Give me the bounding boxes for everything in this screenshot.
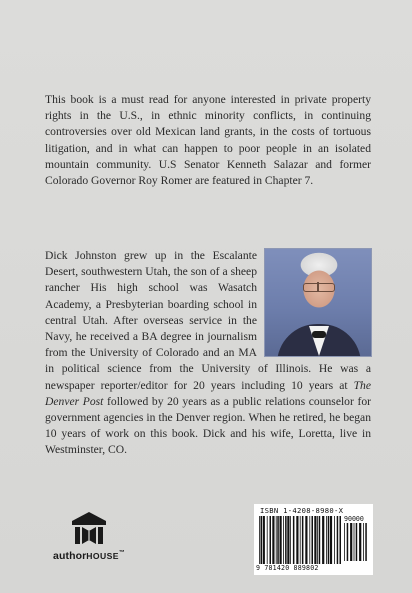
bio-newspaper-title: The Denver Post xyxy=(45,378,371,408)
photo-glasses xyxy=(303,283,335,292)
wordmark-author: author xyxy=(53,550,87,562)
author-bio xyxy=(45,248,371,459)
house-book-logo-icon xyxy=(69,510,109,548)
photo-bow-tie xyxy=(312,331,326,338)
wordmark-house: HOUSE xyxy=(86,551,119,561)
ean-digits: 9 781420 889802 xyxy=(256,564,319,572)
publisher-wordmark xyxy=(46,550,132,562)
author-photo xyxy=(265,249,371,356)
price-code: 90000 xyxy=(344,515,364,523)
isbn-number: ISBN 1-4208-8980-X xyxy=(260,506,344,515)
bio-text-part2: followed by 20 years as a public relations counselor for government agencies in the Denver region. When he retired, he began 10 years of work on this book. Dick and his wife, Loretta, live in Westminster, CO. xyxy=(45,394,372,457)
intro-paragraph: This book is a must read for anyone interested in private property rights in the U.S., in ethnic minority conflicts, in continuing controversies over old Mexican land grants, in the costs of tortuous litigation, and in what can happen to poor people in an isolated mountain community. U.S Senator Kenneth Salazar and former Colorado Governor Roy Romer are featured in Chapter 7. xyxy=(45,93,371,188)
bio-text-part1: Dick Johnston grew up in the Escalante Desert, southwestern Utah, the son of a sheep rancher His high school was Wasatch Academy, a Presbyterian boarding school in central Utah. After overseas service in the Navy, he received a BA degree in journalism from the University of Colorado and an MA in political science from the University of Illinois. He was a newspaper reporter/editor for 20 years including 10 years at xyxy=(45,249,371,392)
wordmark-trademark: ™ xyxy=(118,550,125,556)
publisher-logo xyxy=(46,510,132,565)
ean-barcode-bars xyxy=(259,516,341,564)
price-barcode-bars xyxy=(344,523,368,561)
isbn-barcode xyxy=(254,504,373,575)
